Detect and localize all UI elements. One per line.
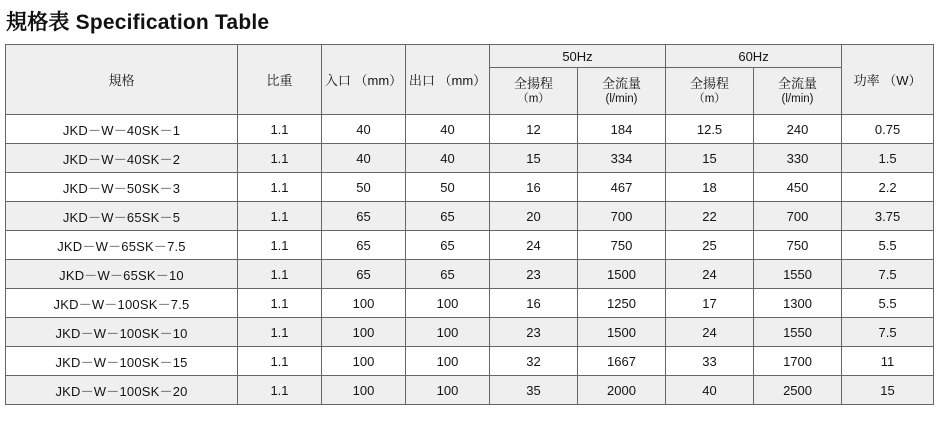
- cell-inlet: 65: [322, 202, 406, 231]
- cell-flow-60hz: 1700: [754, 347, 842, 376]
- cell-power: 3.75: [842, 202, 934, 231]
- cell-inlet: 100: [322, 318, 406, 347]
- cell-head-60hz: 12.5: [666, 115, 754, 144]
- cell-flow-60hz: 450: [754, 173, 842, 202]
- cell-outlet: 100: [406, 376, 490, 405]
- cell-flow-60hz: 1300: [754, 289, 842, 318]
- column-header-flow-50hz: [578, 68, 666, 115]
- cell-head-50hz: 15: [490, 144, 578, 173]
- table-row: [6, 202, 934, 231]
- cell-outlet: 100: [406, 318, 490, 347]
- column-header-power-unit: （W）: [883, 73, 922, 88]
- cell-specific-gravity: 1.1: [238, 376, 322, 405]
- column-header-flow-60hz-label: 全流量: [778, 75, 818, 91]
- column-header-head-50hz-unit: （m）: [517, 92, 550, 105]
- cell-model: JKD－W－40SK－2: [6, 144, 238, 173]
- page-title: 規格表 Specification Table: [6, 11, 270, 34]
- cell-power: 15: [842, 376, 934, 405]
- cell-flow-60hz: 1550: [754, 318, 842, 347]
- group-header-60hz: 60Hz: [666, 45, 842, 68]
- cell-model: JKD－W－100SK－10: [6, 318, 238, 347]
- cell-head-50hz: 23: [490, 318, 578, 347]
- column-header-head-50hz: [490, 68, 578, 115]
- table-row: [6, 144, 934, 173]
- cell-head-50hz: 35: [490, 376, 578, 405]
- table-row: [6, 376, 934, 405]
- cell-outlet: 40: [406, 115, 490, 144]
- cell-flow-50hz: 334: [578, 144, 666, 173]
- column-header-inlet-label: 入口: [324, 73, 351, 88]
- cell-model: JKD－W－100SK－15: [6, 347, 238, 376]
- cell-specific-gravity: 1.1: [238, 202, 322, 231]
- cell-power: 7.5: [842, 260, 934, 289]
- cell-head-60hz: 24: [666, 260, 754, 289]
- cell-head-50hz: 16: [490, 289, 578, 318]
- cell-head-60hz: 18: [666, 173, 754, 202]
- cell-outlet: 65: [406, 260, 490, 289]
- cell-flow-50hz: 1667: [578, 347, 666, 376]
- cell-flow-50hz: 467: [578, 173, 666, 202]
- column-header-flow-60hz-unit: (l/min): [781, 92, 814, 105]
- cell-specific-gravity: 1.1: [238, 173, 322, 202]
- cell-power: 5.5: [842, 289, 934, 318]
- column-header-inlet-unit: （mm）: [354, 73, 403, 88]
- cell-flow-60hz: 700: [754, 202, 842, 231]
- cell-head-60hz: 33: [666, 347, 754, 376]
- cell-head-60hz: 40: [666, 376, 754, 405]
- cell-flow-50hz: 750: [578, 231, 666, 260]
- column-header-flow-60hz: [754, 68, 842, 115]
- cell-outlet: 65: [406, 231, 490, 260]
- column-header-outlet-label: 出口: [408, 73, 435, 88]
- cell-specific-gravity: 1.1: [238, 231, 322, 260]
- cell-specific-gravity: 1.1: [238, 318, 322, 347]
- column-header-flow-50hz-label: 全流量: [602, 75, 642, 91]
- cell-flow-60hz: 330: [754, 144, 842, 173]
- cell-model: JKD－W－65SK－10: [6, 260, 238, 289]
- group-header-row: [6, 45, 934, 68]
- cell-flow-60hz: 750: [754, 231, 842, 260]
- cell-outlet: 65: [406, 202, 490, 231]
- cell-head-50hz: 16: [490, 173, 578, 202]
- table-row: [6, 347, 934, 376]
- cell-head-50hz: 24: [490, 231, 578, 260]
- table-body: [6, 115, 934, 405]
- cell-power: 11: [842, 347, 934, 376]
- cell-power: 1.5: [842, 144, 934, 173]
- column-header-flow-50hz-unit: (l/min): [605, 92, 638, 105]
- cell-outlet: 50: [406, 173, 490, 202]
- cell-inlet: 100: [322, 347, 406, 376]
- cell-head-60hz: 22: [666, 202, 754, 231]
- cell-inlet: 100: [322, 289, 406, 318]
- cell-head-60hz: 25: [666, 231, 754, 260]
- table-row: [6, 115, 934, 144]
- cell-head-60hz: 24: [666, 318, 754, 347]
- cell-power: 2.2: [842, 173, 934, 202]
- column-header-power: [842, 45, 934, 115]
- cell-specific-gravity: 1.1: [238, 289, 322, 318]
- cell-head-60hz: 17: [666, 289, 754, 318]
- cell-specific-gravity: 1.1: [238, 144, 322, 173]
- column-header-outlet-unit: （mm）: [438, 73, 487, 88]
- cell-flow-60hz: 240: [754, 115, 842, 144]
- cell-outlet: 40: [406, 144, 490, 173]
- cell-inlet: 40: [322, 115, 406, 144]
- cell-inlet: 65: [322, 231, 406, 260]
- column-header-head-60hz-label: 全揚程: [690, 75, 730, 91]
- cell-outlet: 100: [406, 347, 490, 376]
- cell-model: JKD－W－50SK－3: [6, 173, 238, 202]
- cell-model: JKD－W－100SK－20: [6, 376, 238, 405]
- table-row: [6, 231, 934, 260]
- column-header-inlet: [322, 45, 406, 115]
- table-header: [6, 45, 934, 115]
- column-header-specific-gravity: 比重: [238, 45, 322, 115]
- column-header-model: 規格: [6, 45, 238, 115]
- column-header-head-50hz-label: 全揚程: [513, 75, 553, 91]
- cell-model: JKD－W－40SK－1: [6, 115, 238, 144]
- cell-flow-50hz: 2000: [578, 376, 666, 405]
- cell-power: 0.75: [842, 115, 934, 144]
- table-row: [6, 173, 934, 202]
- cell-flow-50hz: 700: [578, 202, 666, 231]
- cell-model: JKD－W－65SK－5: [6, 202, 238, 231]
- cell-head-50hz: 32: [490, 347, 578, 376]
- table-row: [6, 318, 934, 347]
- cell-specific-gravity: 1.1: [238, 347, 322, 376]
- cell-head-50hz: 20: [490, 202, 578, 231]
- column-header-head-60hz-unit: （m）: [693, 92, 726, 105]
- column-header-outlet: [406, 45, 490, 115]
- cell-specific-gravity: 1.1: [238, 115, 322, 144]
- cell-head-50hz: 23: [490, 260, 578, 289]
- cell-flow-60hz: 2500: [754, 376, 842, 405]
- cell-flow-50hz: 1500: [578, 318, 666, 347]
- cell-power: 7.5: [842, 318, 934, 347]
- cell-flow-50hz: 184: [578, 115, 666, 144]
- cell-head-50hz: 12: [490, 115, 578, 144]
- cell-outlet: 100: [406, 289, 490, 318]
- cell-head-60hz: 15: [666, 144, 754, 173]
- cell-inlet: 50: [322, 173, 406, 202]
- cell-power: 5.5: [842, 231, 934, 260]
- cell-model: JKD－W－100SK－7.5: [6, 289, 238, 318]
- cell-flow-50hz: 1250: [578, 289, 666, 318]
- cell-flow-60hz: 1550: [754, 260, 842, 289]
- cell-inlet: 65: [322, 260, 406, 289]
- group-header-50hz: 50Hz: [490, 45, 666, 68]
- column-header-head-60hz: [666, 68, 754, 115]
- cell-inlet: 100: [322, 376, 406, 405]
- cell-specific-gravity: 1.1: [238, 260, 322, 289]
- specification-table: [5, 44, 934, 405]
- table-row: [6, 260, 934, 289]
- cell-flow-50hz: 1500: [578, 260, 666, 289]
- column-header-power-label: 功率: [853, 73, 880, 88]
- cell-model: JKD－W－65SK－7.5: [6, 231, 238, 260]
- table-row: [6, 289, 934, 318]
- cell-inlet: 40: [322, 144, 406, 173]
